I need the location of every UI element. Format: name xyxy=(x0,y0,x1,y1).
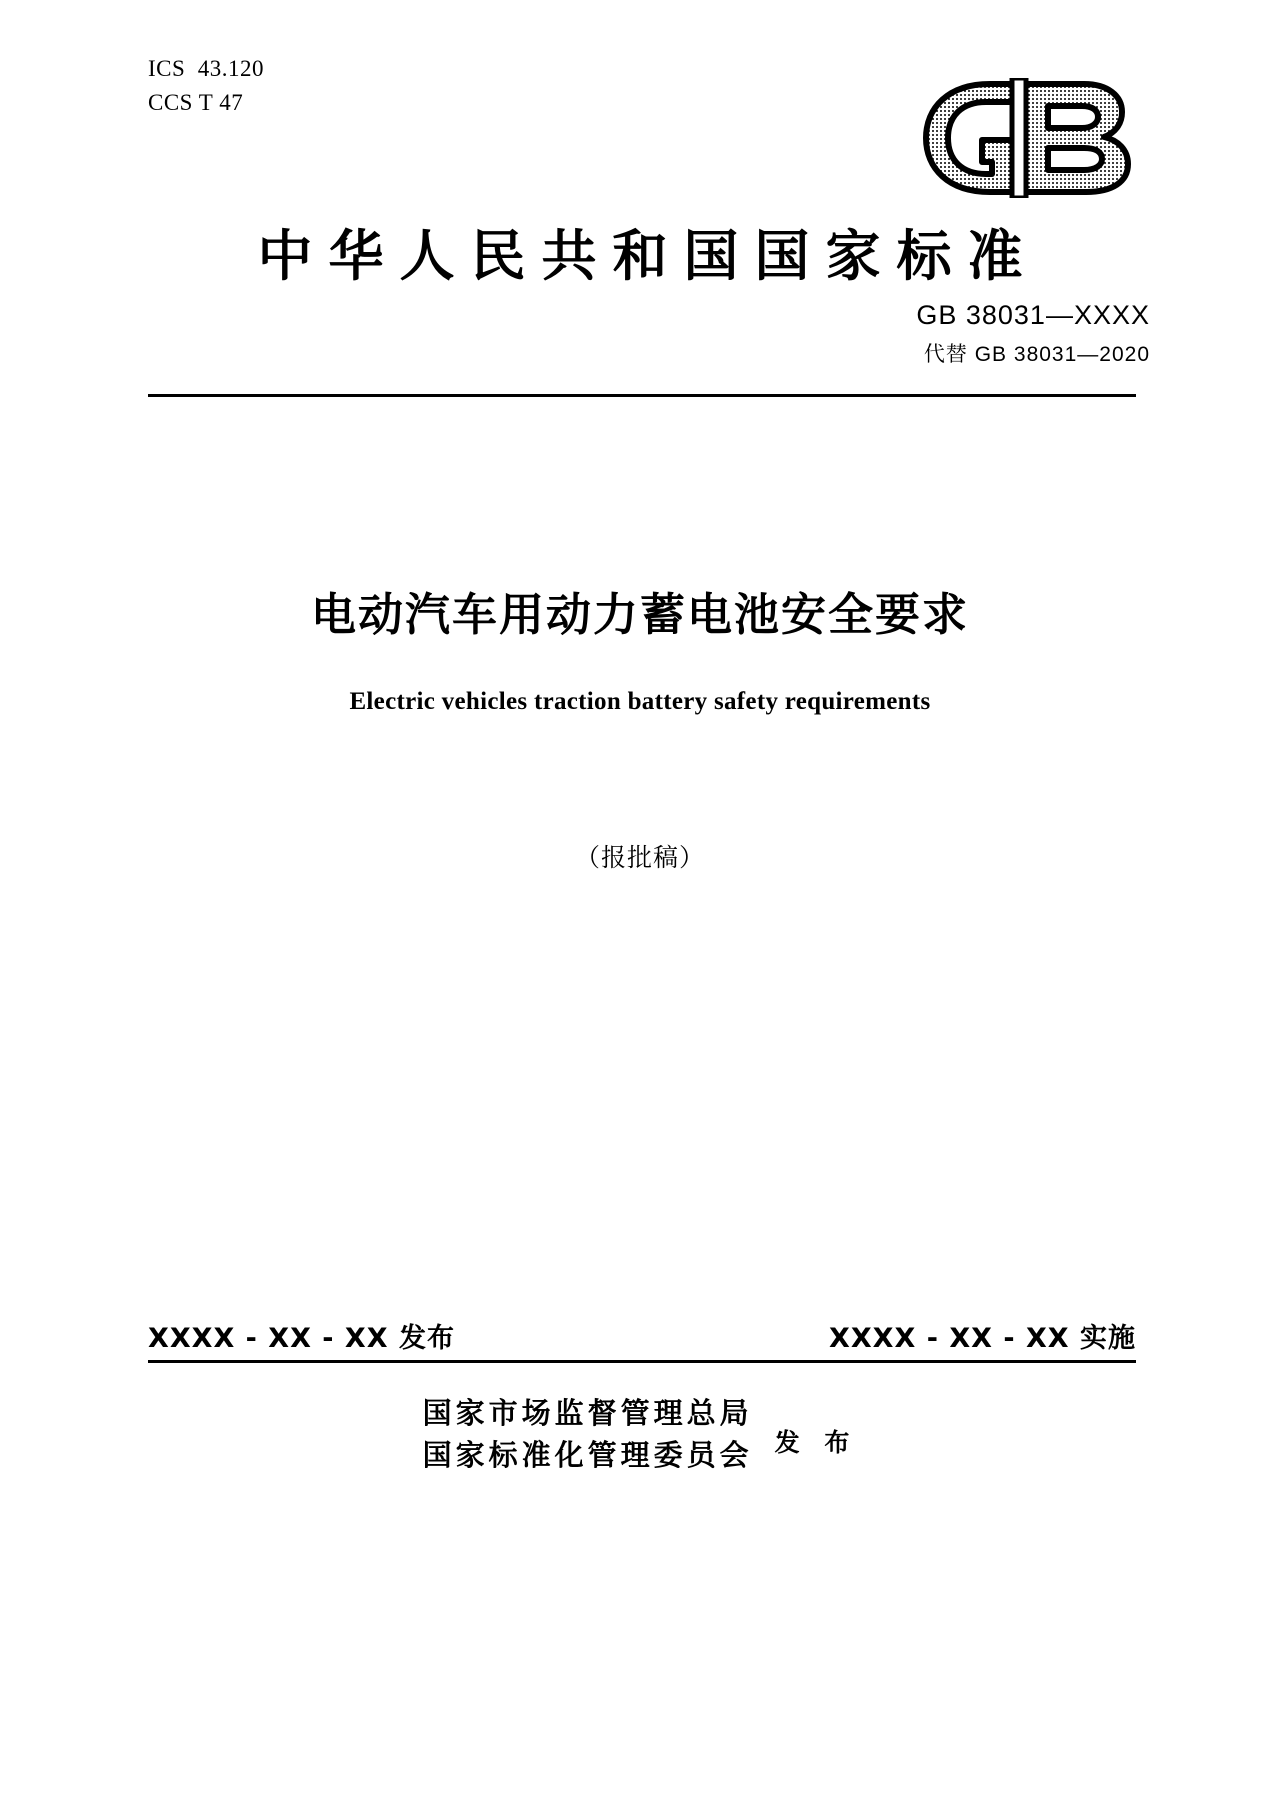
issue-date: XXXX - XX - XX 发布 xyxy=(148,1323,455,1354)
replaces-standard: 代替 GB 38031—2020 xyxy=(923,343,1150,366)
footer-divider xyxy=(148,1360,1136,1363)
ics-code: ICS 43.120 xyxy=(148,56,265,81)
header-divider xyxy=(148,394,1136,397)
document-title-english: Electric vehicles traction battery safety requirements xyxy=(349,688,931,715)
publisher-line-2: 国家标准化管理委员会 xyxy=(422,1438,753,1472)
document-title-chinese: 电动汽车用动力蓄电池安全要求 xyxy=(310,588,969,641)
publisher-names xyxy=(423,1392,753,1476)
classification-codes xyxy=(148,52,264,120)
effective-date: XXXX - XX - XX 实施 xyxy=(829,1323,1136,1354)
standard-number: GB 38031—XXXX xyxy=(916,300,1150,330)
national-standard-heading: 中华人民共和国国家标准 xyxy=(257,223,1039,288)
publisher-block xyxy=(0,1392,1280,1476)
document-stage-label: （报批稿） xyxy=(574,843,705,872)
publisher-line-1: 国家市场监督管理总局 xyxy=(422,1396,753,1430)
ccs-code: CCS T 47 xyxy=(148,90,244,115)
publish-verb: 发 布 xyxy=(774,1428,858,1457)
gb-emblem-icon xyxy=(912,78,1152,198)
